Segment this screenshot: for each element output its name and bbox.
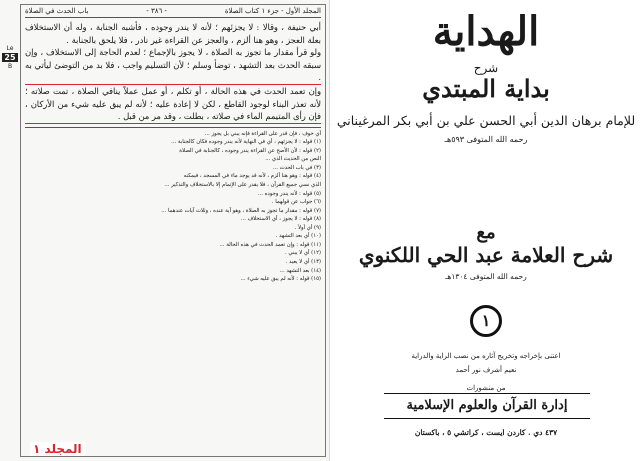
footnote-line: (١٢) أي لا يبني . bbox=[285, 250, 321, 257]
publisher-name: إدارة القرآن والعلوم الإسلامية bbox=[384, 393, 590, 419]
sharh-word: شرح bbox=[473, 61, 499, 75]
footnote-line: (١١) قوله : وإن تعمد الحدث في هذه الحالة ... bbox=[219, 241, 321, 248]
paragraph-1: أبي حنيفة ، وقالا : لا يجزئهم ؛ لأنه لا يندر وجوده ، فأشبه الجنابة ، وله أن الاستخلاف بعلة العجز ، وهو هنا ألزم ، والعجز عن القراءة غير نادر ، فلا يلحق بالجنابة . bbox=[25, 22, 321, 45]
main-text bbox=[25, 21, 321, 124]
footnote-line: (١٣) أي لا يعيد . bbox=[285, 258, 321, 265]
volume-number-badge: ١ bbox=[470, 305, 502, 337]
paragraph-3-highlighted: وإن تعمد الحدث في هذه الحالة ، أو تكلم ، أو عمل عملاً ينافي الصلاة ، تمت صلاته ؛ لأنه تعذر البناء لوجود القاطع ، لكن لا إعادة عليه ؛ لأنه لم يبق عليه شيء من الأركان ، فإن رأى المتيمم الماء في صلاته ، بطلت ، وقد مر من قبل . bbox=[25, 85, 321, 124]
footnote-line: (٦) جواب عن قولهما . bbox=[271, 199, 321, 206]
footnote-line: (١٥) قوله : لأنه لم يبق عليه شيء ... bbox=[240, 276, 321, 283]
footnote-line: أي خوف ، فإن قدر على القراءة فإنه يبني بل يجوز ... bbox=[204, 130, 321, 137]
margin-tag-prefix: Le bbox=[6, 45, 14, 52]
running-header bbox=[25, 7, 321, 18]
footnote-line: الذي نسي جميع القرآن ، فلا يقدر على الإتمام إلا بالاستخلاف والتذكير ... bbox=[164, 182, 321, 189]
commentary-death-date: رحمه الله المتوفى ١٣٠٤هـ bbox=[445, 272, 527, 281]
maa-word: مع bbox=[476, 222, 496, 243]
editor-name: نعيم أشرف نور أحمد bbox=[455, 366, 517, 374]
footnote-divider bbox=[25, 127, 321, 128]
page-frame bbox=[20, 4, 326, 457]
book-cover-page bbox=[332, 0, 640, 461]
footnote-line: (٧) قوله : مقدار ما تجوز به الصلاة ، وهو آية عنده ، وثلاث آيات عندهما ... bbox=[161, 207, 321, 214]
margin-tag-number: 25 bbox=[2, 53, 18, 62]
footnote-line: النص من الحديث الذي ... bbox=[265, 156, 321, 163]
publisher-address: ٤٣٧ دي . كاردن ايست ، كراتشي ٥ ، باكستان bbox=[414, 428, 558, 437]
author-death-date: رحمه الله المتوفى ٥٩٣هـ bbox=[444, 135, 528, 144]
page-number: - ٣٨٦ - bbox=[146, 7, 167, 15]
author-line: للإمام برهان الدين أبي الحسن علي بن أبي بكر المرغيناني bbox=[336, 113, 636, 128]
footnote-line: (٤) قوله : وهو هنا ألزم ، لأنه قد يوجد ماء في المسجد ، فيمكنه bbox=[183, 173, 321, 180]
margin-tag bbox=[2, 44, 18, 71]
paragraph-2-highlighted: ولو قرأ مقدار ما تجوز به الصلاة ، لا يجوز بالإجماع ؛ لعدم الحاجة إلى الاستخلاف ، وإن سبقه الحدث بعد التشهد ، توضأ وسلم ؛ لأن التسليم واجب ، فلا بد من التوضئ ليأتي به . bbox=[25, 46, 321, 85]
footnote-line: (١) قوله : لا يجزئهم ، أي في النهاية لأنه يندر وجوده فكان كالجنابة ... bbox=[171, 139, 321, 146]
footnote-line: (١٤) بعد التشهد ... bbox=[279, 267, 321, 274]
volume-stamp: المجلد ١ bbox=[30, 442, 85, 456]
book-subtitle: بداية المبتدي bbox=[422, 74, 550, 103]
footnote-line: (٩) أي أولاً . bbox=[294, 224, 321, 231]
running-header-volume: المجلد الأول - جزء ١ كتاب الصلاة bbox=[224, 7, 321, 15]
footnote-line: (٥) قوله : لأنه يندر وجوده ... bbox=[257, 190, 321, 197]
margin-tag-suffix: B bbox=[7, 63, 13, 70]
footnote-line: (٢) قوله : لأن الأصح عن القراءة يندر وجوده ، كالجنابة في الصلاة bbox=[179, 147, 321, 154]
running-header-chapter: باب الحدث في الصلاة bbox=[25, 7, 89, 15]
editor-note: اعتنى بإخراجه وتخريج آثاره من نصب الراية والدراية bbox=[411, 352, 561, 360]
publisher-label: من منشورات bbox=[466, 384, 506, 392]
book-title: الهداية bbox=[432, 8, 540, 55]
footnotes bbox=[25, 130, 321, 284]
footnote-line: (١٠) أي بعد التشهد . bbox=[275, 233, 321, 240]
footnote-line: (٨) قوله : لا يجوز ، أي الاستخلاف ... bbox=[240, 216, 321, 223]
commentary-title: شرح العلامة عبد الحي اللكنوي bbox=[358, 243, 614, 267]
footnote-line: (٣) في باب الحدث ... bbox=[272, 164, 321, 171]
